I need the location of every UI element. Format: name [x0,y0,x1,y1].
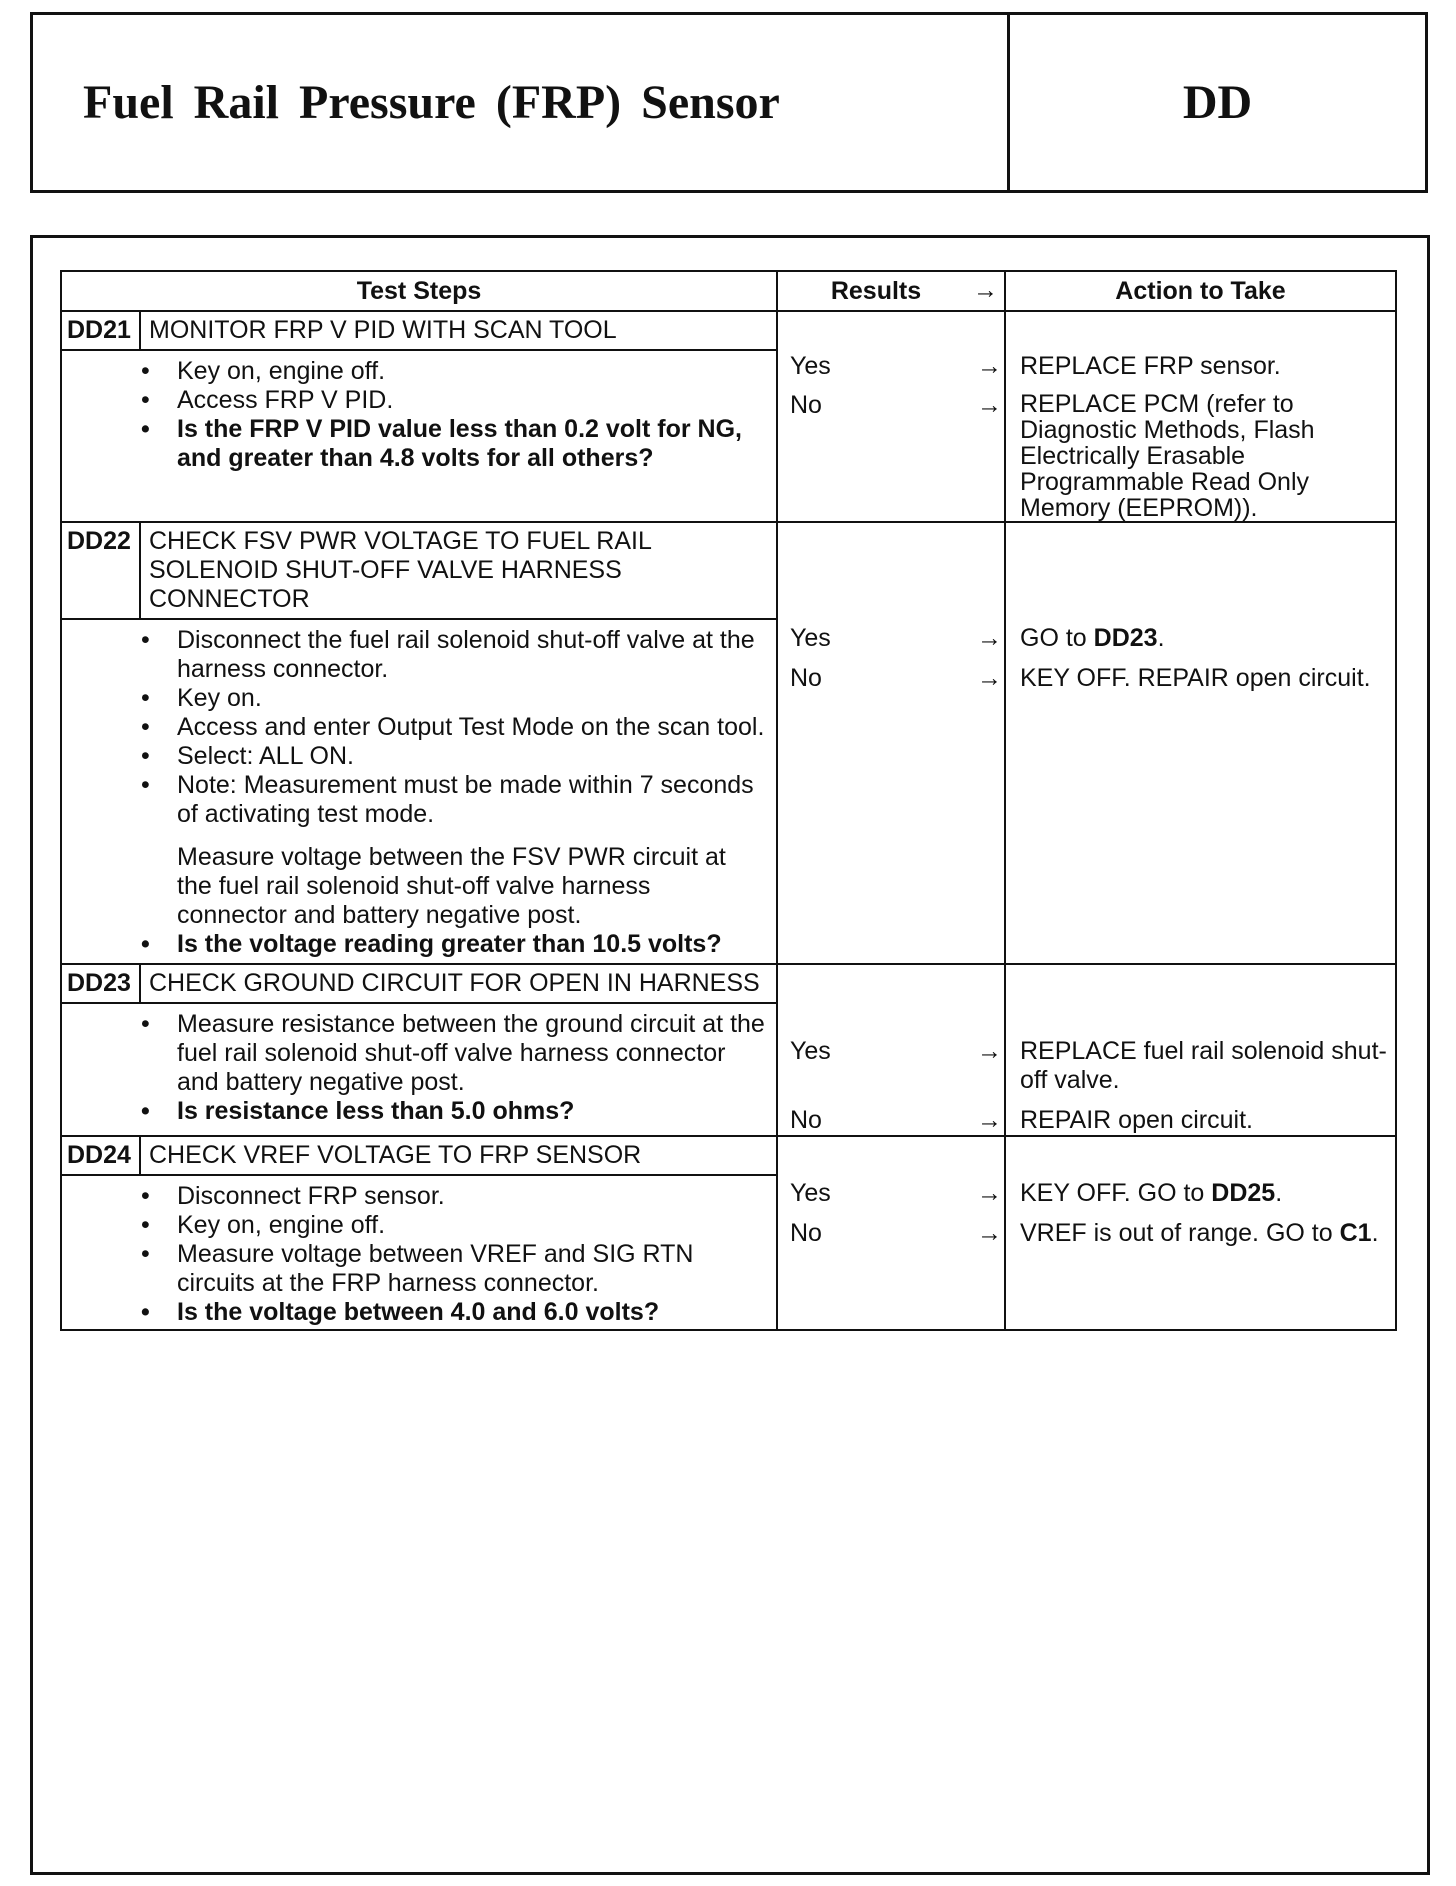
col-header-test-steps: Test Steps [61,271,777,311]
action-cell [1005,964,1396,1136]
list-item: • Measure resistance between the ground circuit at the fuel rail solenoid shut-off valve harness connector and battery negative post. [177,1010,766,1097]
col-header-results [777,271,1005,311]
list-item: • Note: Measurement must be made within 7 seconds of activating test mode. [177,771,766,829]
page-header [30,12,1428,193]
arrow-icon: → [977,1037,1002,1065]
step-list [62,1176,776,1329]
action-yes: GO to DD23. [1020,624,1165,652]
action-cell [1005,1136,1396,1330]
result-yes: Yes → [790,1037,1002,1065]
result-yes: Yes → [790,1179,1002,1207]
table-row [61,964,1396,1136]
arrow-icon: → [977,624,1002,652]
results-cell [777,311,1005,522]
step-code: DD23 [62,965,141,1002]
step-code: DD22 [62,523,141,618]
arrow-icon: → [973,276,998,304]
step-cell [61,964,777,1136]
action-yes: REPLACE fuel rail solenoid shut-off valve. [1020,1037,1387,1094]
results-cell [777,964,1005,1136]
step-header [62,1137,776,1176]
action-no: KEY OFF. REPAIR open circuit. [1020,664,1371,692]
result-no: No → [790,1106,1002,1134]
step-cell [61,311,777,522]
step-header [62,523,776,620]
arrow-icon: → [977,664,1002,692]
table-row [61,1136,1396,1330]
list-item: • Is the voltage reading greater than 10.5 volts? [177,930,766,959]
list-item: • Disconnect FRP sensor. [177,1182,766,1211]
results-cell [777,522,1005,964]
step-header [62,965,776,1004]
step-cell [61,1136,777,1330]
action-cell [1005,522,1396,964]
step-code: DD21 [62,312,141,349]
step-title: MONITOR FRP V PID WITH SCAN TOOL [149,316,617,344]
table-row [61,522,1396,964]
list-item: • Measure voltage between VREF and SIG RTN circuits at the FRP harness connector. [177,1240,766,1298]
step-title: CHECK VREF VOLTAGE TO FRP SENSOR [149,1141,642,1169]
list-item: • Is the FRP V PID value less than 0.2 volt for NG, and greater than 4.8 volts for all others? [177,415,766,473]
result-no: No → [790,1219,1002,1247]
arrow-icon: → [977,1106,1002,1134]
step-list [62,1004,776,1128]
step-header [62,312,776,351]
action-cell [1005,311,1396,522]
result-yes: Yes → [790,624,1002,652]
list-item: • Access FRP V PID. [177,386,766,415]
step-list [62,620,776,963]
action-no: REPLACE PCM (refer to Diagnostic Methods, Flash Electrically Erasable Programmable Read Only Memory (EEPROM)). [1020,390,1315,522]
action-yes: REPLACE FRP sensor. [1020,352,1281,380]
arrow-icon: → [977,391,1002,419]
list-item: • Select: ALL ON. [177,742,766,771]
result-no: No → [790,391,1002,419]
section-code: DD [1182,76,1253,129]
action-yes: KEY OFF. GO to DD25. [1020,1179,1283,1207]
list-item: • Access and enter Output Test Mode on the scan tool. [177,713,766,742]
list-item: • Key on, engine off. [177,357,766,386]
result-yes: Yes → [790,352,1002,380]
page-title: Fuel Rail Pressure (FRP) Sensor [33,15,1010,190]
test-steps-table [60,270,1397,1331]
action-no: VREF is out of range. GO to C1. [1020,1219,1379,1247]
table-header-row [61,271,1396,311]
list-item: • Is resistance less than 5.0 ohms? [177,1097,766,1126]
action-no: REPAIR open circuit. [1020,1106,1253,1134]
table-row [61,311,1396,522]
step-list [62,351,776,485]
list-item: • Is the voltage between 4.0 and 6.0 volts? [177,1298,766,1327]
step-code: DD24 [62,1137,141,1174]
list-item: • Key on. [177,684,766,713]
arrow-icon: → [977,1219,1002,1247]
list-item: • Disconnect the fuel rail solenoid shut-off valve at the harness connector. [177,626,766,684]
step-title: CHECK FSV PWR VOLTAGE TO FUEL RAIL SOLENOID SHUT-OFF VALVE HARNESS CONNECTOR [149,527,651,613]
step-title: CHECK GROUND CIRCUIT FOR OPEN IN HARNESS [149,969,760,997]
step-cell [61,522,777,964]
list-item: Measure voltage between the FSV PWR circuit at the fuel rail solenoid shut-off valve harness connector and battery negative post. [177,843,726,929]
results-cell [777,1136,1005,1330]
arrow-icon: → [977,352,1002,380]
results-label: Results [830,276,922,305]
list-item: • Key on, engine off. [177,1211,766,1240]
arrow-icon: → [977,1179,1002,1207]
col-header-action: Action to Take [1005,271,1396,311]
result-no: No → [790,664,1002,692]
